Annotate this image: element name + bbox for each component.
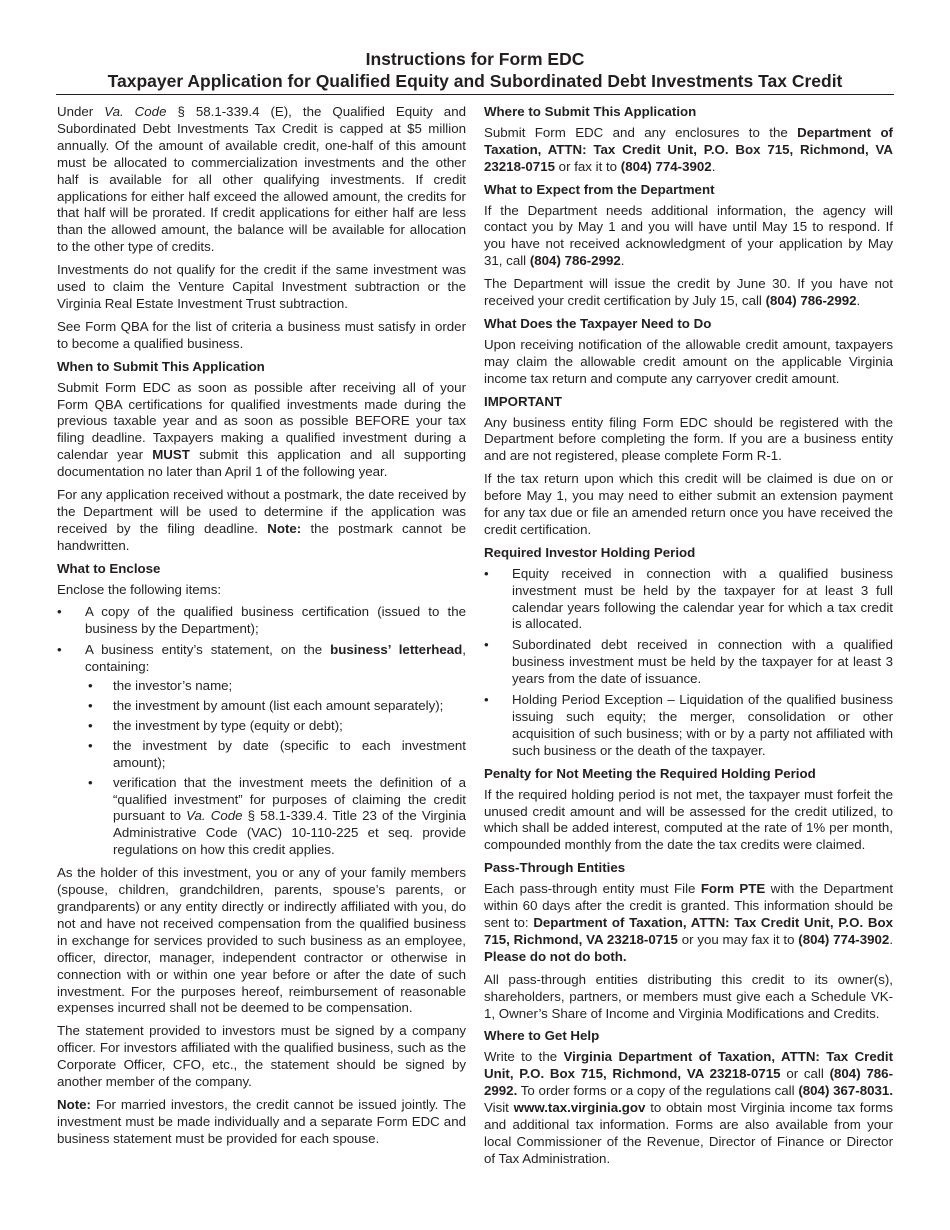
- taxpayer-need-paragraph: Upon receiving notification of the allowable credit amount, taxpayers may claim the allowable credit amount on the applicable Virginia income tax return and compute any carryover credit amount.: [484, 336, 893, 386]
- what-to-expect-heading: What to Expect from the Department: [484, 181, 715, 197]
- qba-paragraph: See Form QBA for the list of criteria a business must satisfy in order to become a qualified business.: [57, 318, 466, 351]
- important-paragraph-2: If the tax return upon which this credit will be claimed is due on or before May 1, you may need to either submit an extension payment for any tax due or file an amended return once you have received the credit certification.: [484, 471, 893, 537]
- list-item: • Holding Period Exception – Liquidation of the qualified business issuing such equity; the merger, consolidation or other acquisition of such business; with or by a party not affiliated with such business or the death of the taxpayer.: [484, 692, 893, 760]
- important-paragraph-1: Any business entity filing Form EDC should be registered with the Department before completing the form. If you are a business entity and are not registered, please complete Form R-1.: [484, 414, 893, 464]
- married-note-paragraph: Note: For married investors, the credit cannot be issued jointly. The investment must be made individually and a separate Form EDC and business statement must be provided for each spouse.: [57, 1096, 466, 1146]
- right-column: [484, 104, 893, 1174]
- list-item: • A copy of the qualified business certification (issued to the business by the Department);: [57, 604, 466, 638]
- page-title: Instructions for Form EDC: [365, 49, 585, 69]
- get-help-paragraph: Write to the Virginia Department of Taxation, ATTN: Tax Credit Unit, P.O. Box 715, Richmond, VA 23218-0715 or call (804) 786-2992. To order forms or a copy of the regulations call (804) 367-8031. Visit www.tax.virginia.gov to obtain most Virginia income tax forms and additional tax information. Forms are also available from your local Commissioner of the Revenue, Director of Finance or Director of Tax Administration.: [484, 1049, 894, 1166]
- taxpayer-need-heading: What Does the Taxpayer Need to Do: [484, 315, 712, 331]
- holding-period-heading: Required Investor Holding Period: [484, 544, 696, 560]
- when-to-submit-paragraph: Submit Form EDC as soon as possible after receiving all of your Form QBA certifications for qualified investments made during the previous taxable year and as soon as possible BEFORE your tax filing deadline. Taxpayers making a qualified investment during a calendar year MUST submit this application and all supporting documentation no later than April 1 of the following year.: [57, 379, 466, 480]
- holding-period-list: [484, 566, 893, 760]
- statement-contents-list: [85, 678, 466, 859]
- list-item: • the investment by date (specific to each investment amount);: [85, 738, 466, 772]
- header-divider: [56, 94, 894, 95]
- what-to-enclose-heading: What to Enclose: [57, 560, 161, 576]
- holder-paragraph: As the holder of this investment, you or any of your family members (spouse, children, grandchildren, parents, spouse’s parents, or grandparents) or any entity directly or indirectly affiliated with you, do not and have not received compensation from the qualified business in exchange for services provided to such business as an employee, officer, director, manager, independent contractor or otherwise in connection with or within one year before or after the date of such investment. For the purposes hereof, reimbursement of reasonable expenses incurred shall not be deemed to be compensation.: [57, 865, 466, 1016]
- expect-paragraph-2: The Department will issue the credit by June 30. If you have not received your credit certification by July 15, call (804) 786-2992.: [484, 276, 893, 309]
- list-item: • the investment by type (equity or debt);: [85, 718, 466, 735]
- list-item: • A business entity’s statement, on the business’ letterhead, containing: • the investor’s name; • the investment by amount (list each amount separately); • the investment by type (equity or debt); • the investment by date (specific to each investment amount); • verification that the investment meets the definition of a “qualified investment” for purposes of claiming the credit pursuant to Va. Code § 58.1-339.4. Title 23 of the Virginia Administrative Code (VAC) 10-110-225 et seq. provide regulations on how this credit applies.: [57, 642, 466, 859]
- list-item: • Equity received in connection with a qualified business investment must be held by the taxpayer for at least 3 full calendar years following the calendar year for which a tax credit is allocated.: [484, 566, 893, 634]
- intro-paragraph: Under Va. Code § 58.1-339.4 (E), the Qualified Equity and Subordinated Debt Investments Tax Credit is capped at $5 million annually. Of the amount of available credit, one-half of this amount must be allocated to commercialization investments and the other half is available for all other qualifying investments. If credit applications for either half exceed the allowed amount, the credits for that half will be prorated. If credit applications for either half are less than the allowed amount, the balance will be available for allocation to the other type of credits.: [57, 104, 466, 255]
- pass-through-paragraph-1: Each pass-through entity must File Form PTE with the Department within 60 days after the credit is granted. This information should be sent to: Department of Taxation, ATTN: Tax Credit Unit, P.O. Box 715, Richmond, VA 23218-0715 or you may fax it to (804) 774-3902. Please do not do both.: [484, 881, 894, 964]
- pass-through-paragraph-2: All pass-through entities distributing this credit to its owner(s), shareholders, partners, or members must give each a Schedule VK-1, Owner’s Share of Income and Virginia Modifications and Credits.: [484, 971, 893, 1021]
- list-item: • the investment by amount (list each amount separately);: [85, 698, 466, 715]
- where-to-submit-paragraph: Submit Form EDC and any enclosures to the Department of Taxation, ATTN: Tax Credit Unit, P.O. Box 715, Richmond, VA 23218-0715 or fax it to (804) 774-3902.: [484, 124, 893, 174]
- left-column: [57, 104, 466, 1154]
- enclose-intro: Enclose the following items:: [57, 581, 222, 597]
- enclose-list: [57, 604, 466, 859]
- statement-paragraph: The statement provided to investors must be signed by a company officer. For investors affiliated with the qualified business, such as the Corporate Officer, CFO, etc., the statement should be signed by another member of the company.: [57, 1023, 466, 1090]
- penalty-paragraph: If the required holding period is not met, the taxpayer must forfeit the unused credit amount and will be assessed for the credit utilized, to which shall be added interest, computed at the rate of 1% per month, compounded monthly from the date the tax credits were claimed.: [484, 786, 893, 853]
- important-heading: IMPORTANT: [484, 393, 563, 409]
- where-to-submit-heading: Where to Submit This Application: [484, 104, 697, 119]
- page-header: [56, 48, 894, 92]
- expect-paragraph-1: If the Department needs additional information, the agency will contact you by May 1 and you will have until May 15 to respond. If you have not received acknowledgment of your application by May 31, call (804) 786-2992.: [484, 202, 893, 269]
- get-help-heading: Where to Get Help: [484, 1028, 600, 1044]
- pass-through-heading: Pass-Through Entities: [484, 860, 626, 876]
- postmark-paragraph: For any application received without a postmark, the date received by the Department will be used to determine if the application was received by the filing deadline. Note: the postmark cannot be handwritten.: [57, 487, 466, 553]
- when-to-submit-heading: When to Submit This Application: [57, 358, 265, 374]
- list-item: • verification that the investment meets the definition of a “qualified investment” for purposes of claiming the credit pursuant to Va. Code § 58.1-339.4. Title 23 of the Virginia Administrative Code (VAC) 10-110-225 et seq. provide regulations on how this credit applies.: [85, 775, 466, 860]
- penalty-heading: Penalty for Not Meeting the Required Holding Period: [484, 765, 816, 781]
- qualification-paragraph: Investments do not qualify for the credit if the same investment was used to claim the Venture Capital Investment subtraction or the Virginia Real Estate Investment Trust subtraction.: [57, 262, 466, 311]
- list-item: • Subordinated debt received in connection with a qualified business investment must be held by the taxpayer for at least 3 years from the date of issuance.: [484, 637, 893, 688]
- page-subtitle: Taxpayer Application for Qualified Equity and Subordinated Debt Investments Tax Credit: [107, 71, 843, 91]
- list-item: • the investor’s name;: [85, 678, 466, 695]
